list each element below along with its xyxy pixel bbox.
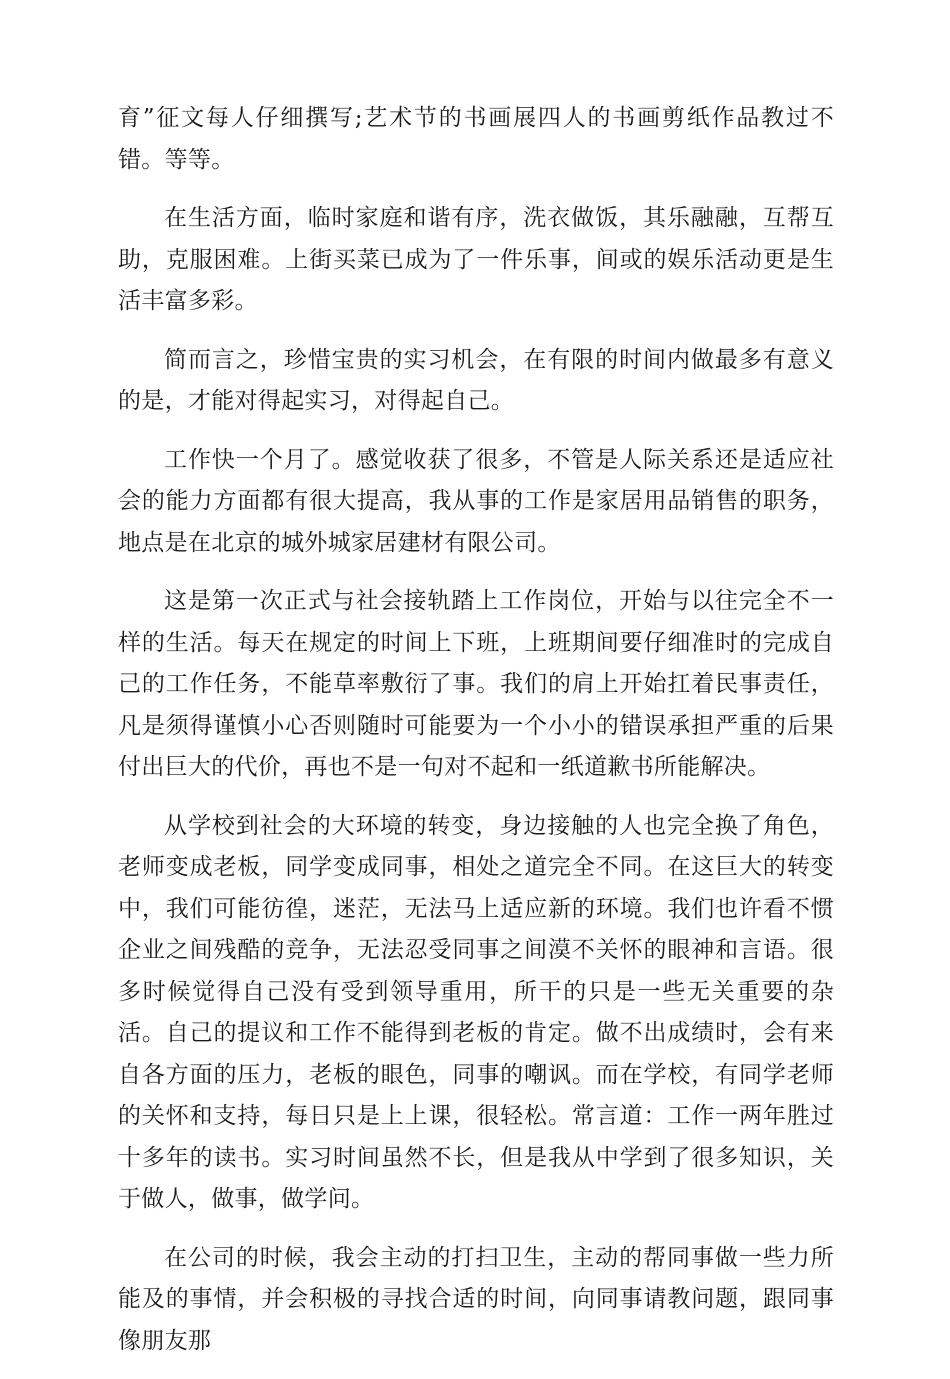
paragraph-work-month: 工作快一个月了。感觉收获了很多，不管是人际关系还是适应社会的能力方面都有很大提高，我从事的工作是家居用品销售的职务，地点是在北京的城外城家居建材有限公司。 — [118, 446, 834, 556]
paragraph-transition: 从学校到社会的大环境的转变，身边接触的人也完全换了角色，老师变成老板，同学变成同事，相处之道完全不同。在这巨大的转变中，我们可能彷徨，迷茫，无法马上适应新的环境。我们也许看不惯企业之间残酷的竞争，无法忍受同事之间漠不关怀的眼神和言语。很多时候觉得自己没有受到领导重用，所干的只是一些无关重要的杂活。自己的提议和工作不能得到老板的肯定。做不出成绩时，会有来自各方面的压力，老板的眼色，同事的嘲讽。而在学校，有同学老师的关怀和支持，每日只是上上课，很轻松。常言道：工作一两年胜过十多年的读书。实习时间虽然不长，但是我从中学到了很多知识，关于做人，做事，做学问。 — [118, 812, 834, 1212]
paragraph-continued: 育”征文每人仔细撰写;艺术节的书画展四人的书画剪纸作品教过不错。等等。 — [118, 105, 834, 173]
paragraph-company: 在公司的时候，我会主动的打扫卫生，主动的帮同事做一些力所能及的事情，并会积极的寻找合适的时间，向同事请教问题，跟同事像朋友那 — [118, 1244, 834, 1354]
document-body — [118, 98, 834, 1379]
paragraph-life: 在生活方面，临时家庭和谐有序，洗衣做饭，其乐融融，互帮互助，克服困难。上街买菜已成为了一件乐事，间或的娱乐活动更是生活丰富多彩。 — [118, 205, 834, 314]
paragraph-first-job: 这是第一次正式与社会接轨踏上工作岗位，开始与以往完全不一样的生活。每天在规定的时间上下班，上班期间要仔细准时的完成自己的工作任务，不能草率敷衍了事。我们的肩上开始扛着民事责任，凡是须得谨慎小心否则随时可能要为一个小小的错误承担严重的后果付出巨大的代价，再也不是一句对不起和一纸道歉书所能解决。 — [118, 588, 834, 780]
paragraph-summary: 简而言之，珍惜宝贵的实习机会，在有限的时间内做最多有意义的是，才能对得起实习，对得起自己。 — [118, 346, 834, 414]
